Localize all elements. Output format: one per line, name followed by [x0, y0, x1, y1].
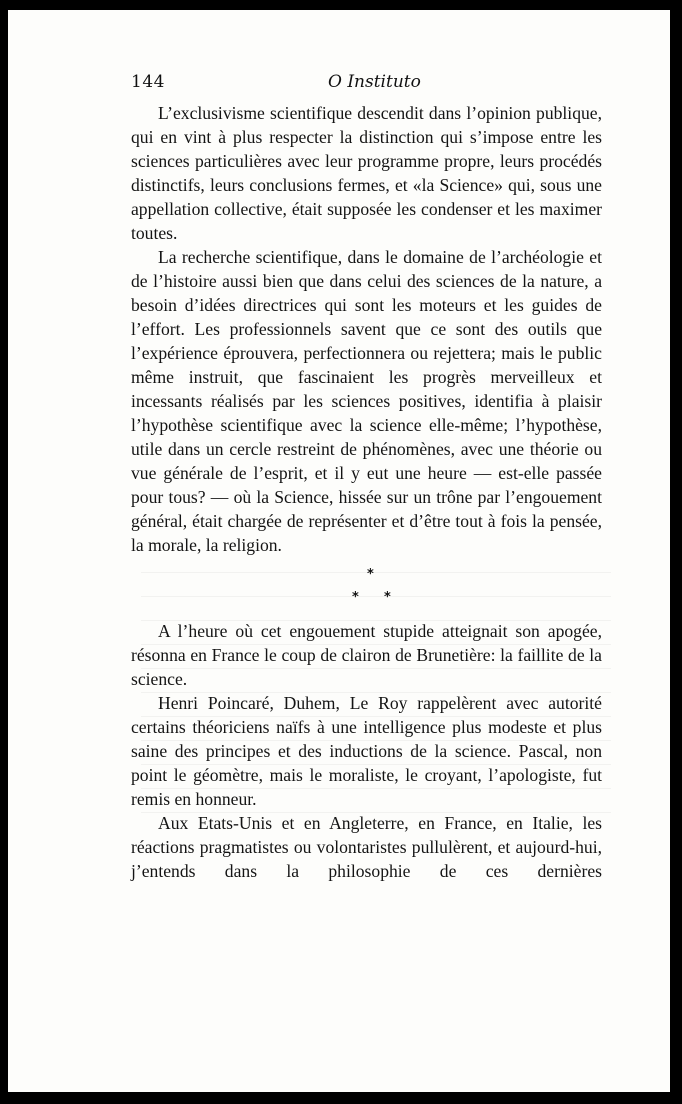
paragraph: L’exclusivisme scientifique descendit dans l’opinion publique, qui en vint à plus respecter la distinction qui s’impose entre les sciences particulières avec leur programme propre, leurs procédés distinctifs, leurs conclusions fermes, et «la Science» qui, sous une appellation collective, était supposée les condenser et les maximer toutes.	[131, 103, 602, 243]
paragraph: Aux Etats-Unis et en Angleterre, en France, en Italie, les réactions pragmatistes ou volontaristes pullulèrent, et aujourd-hui, j’entends dans la philosophie de ces dernières	[131, 813, 602, 881]
page-number: 144	[131, 72, 165, 92]
book-page	[8, 10, 670, 1092]
separator-star: *	[352, 590, 359, 605]
section-separator	[131, 561, 602, 619]
paragraph: A l’heure où cet engouement stupide atteignait son apogée, résonna en France le coup de clairon de Brunetière: la faillite de la science.	[131, 621, 602, 689]
separator-star: *	[367, 567, 374, 582]
page-header	[131, 72, 600, 98]
running-title: O Instituto	[328, 72, 421, 92]
paragraph: Henri Poincaré, Duhem, Le Roy rappelèrent avec autorité certains théoriciens naïfs à une intelligence plus modeste et plus saine des principes et des inductions de la science. Pascal, non point le géomètre, mais le moraliste, le croyant, l’apologiste, fut remis en honneur.	[131, 693, 602, 809]
separator-star: *	[384, 590, 391, 605]
body-text	[131, 101, 602, 883]
paragraph: La recherche scientifique, dans le domaine de l’archéologie et de l’histoire aussi bien que dans celui des sciences de la nature, a besoin d’idées directrices qui sont les moteurs et les guides de l’effort. Les professionnels savent que ce sont des outils que l’expérience éprouvera, perfectionnera ou rejettera; mais le public même instruit, que fascinaient les progrès merveilleux et incessants réalisés par les sciences positives, identifia à plaisir l’hypothèse scientifique avec la science elle-même; l’hypothèse, utile dans un cercle restreint de phénomènes, avec une théorie ou vue générale de l’esprit, et il y eut une heure — est-elle passée pour tous? — où la Science, hissée sur un trône par l’engouement général, était chargée de représenter et d’être tout à fois la pensée, la morale, la religion.	[131, 247, 602, 555]
